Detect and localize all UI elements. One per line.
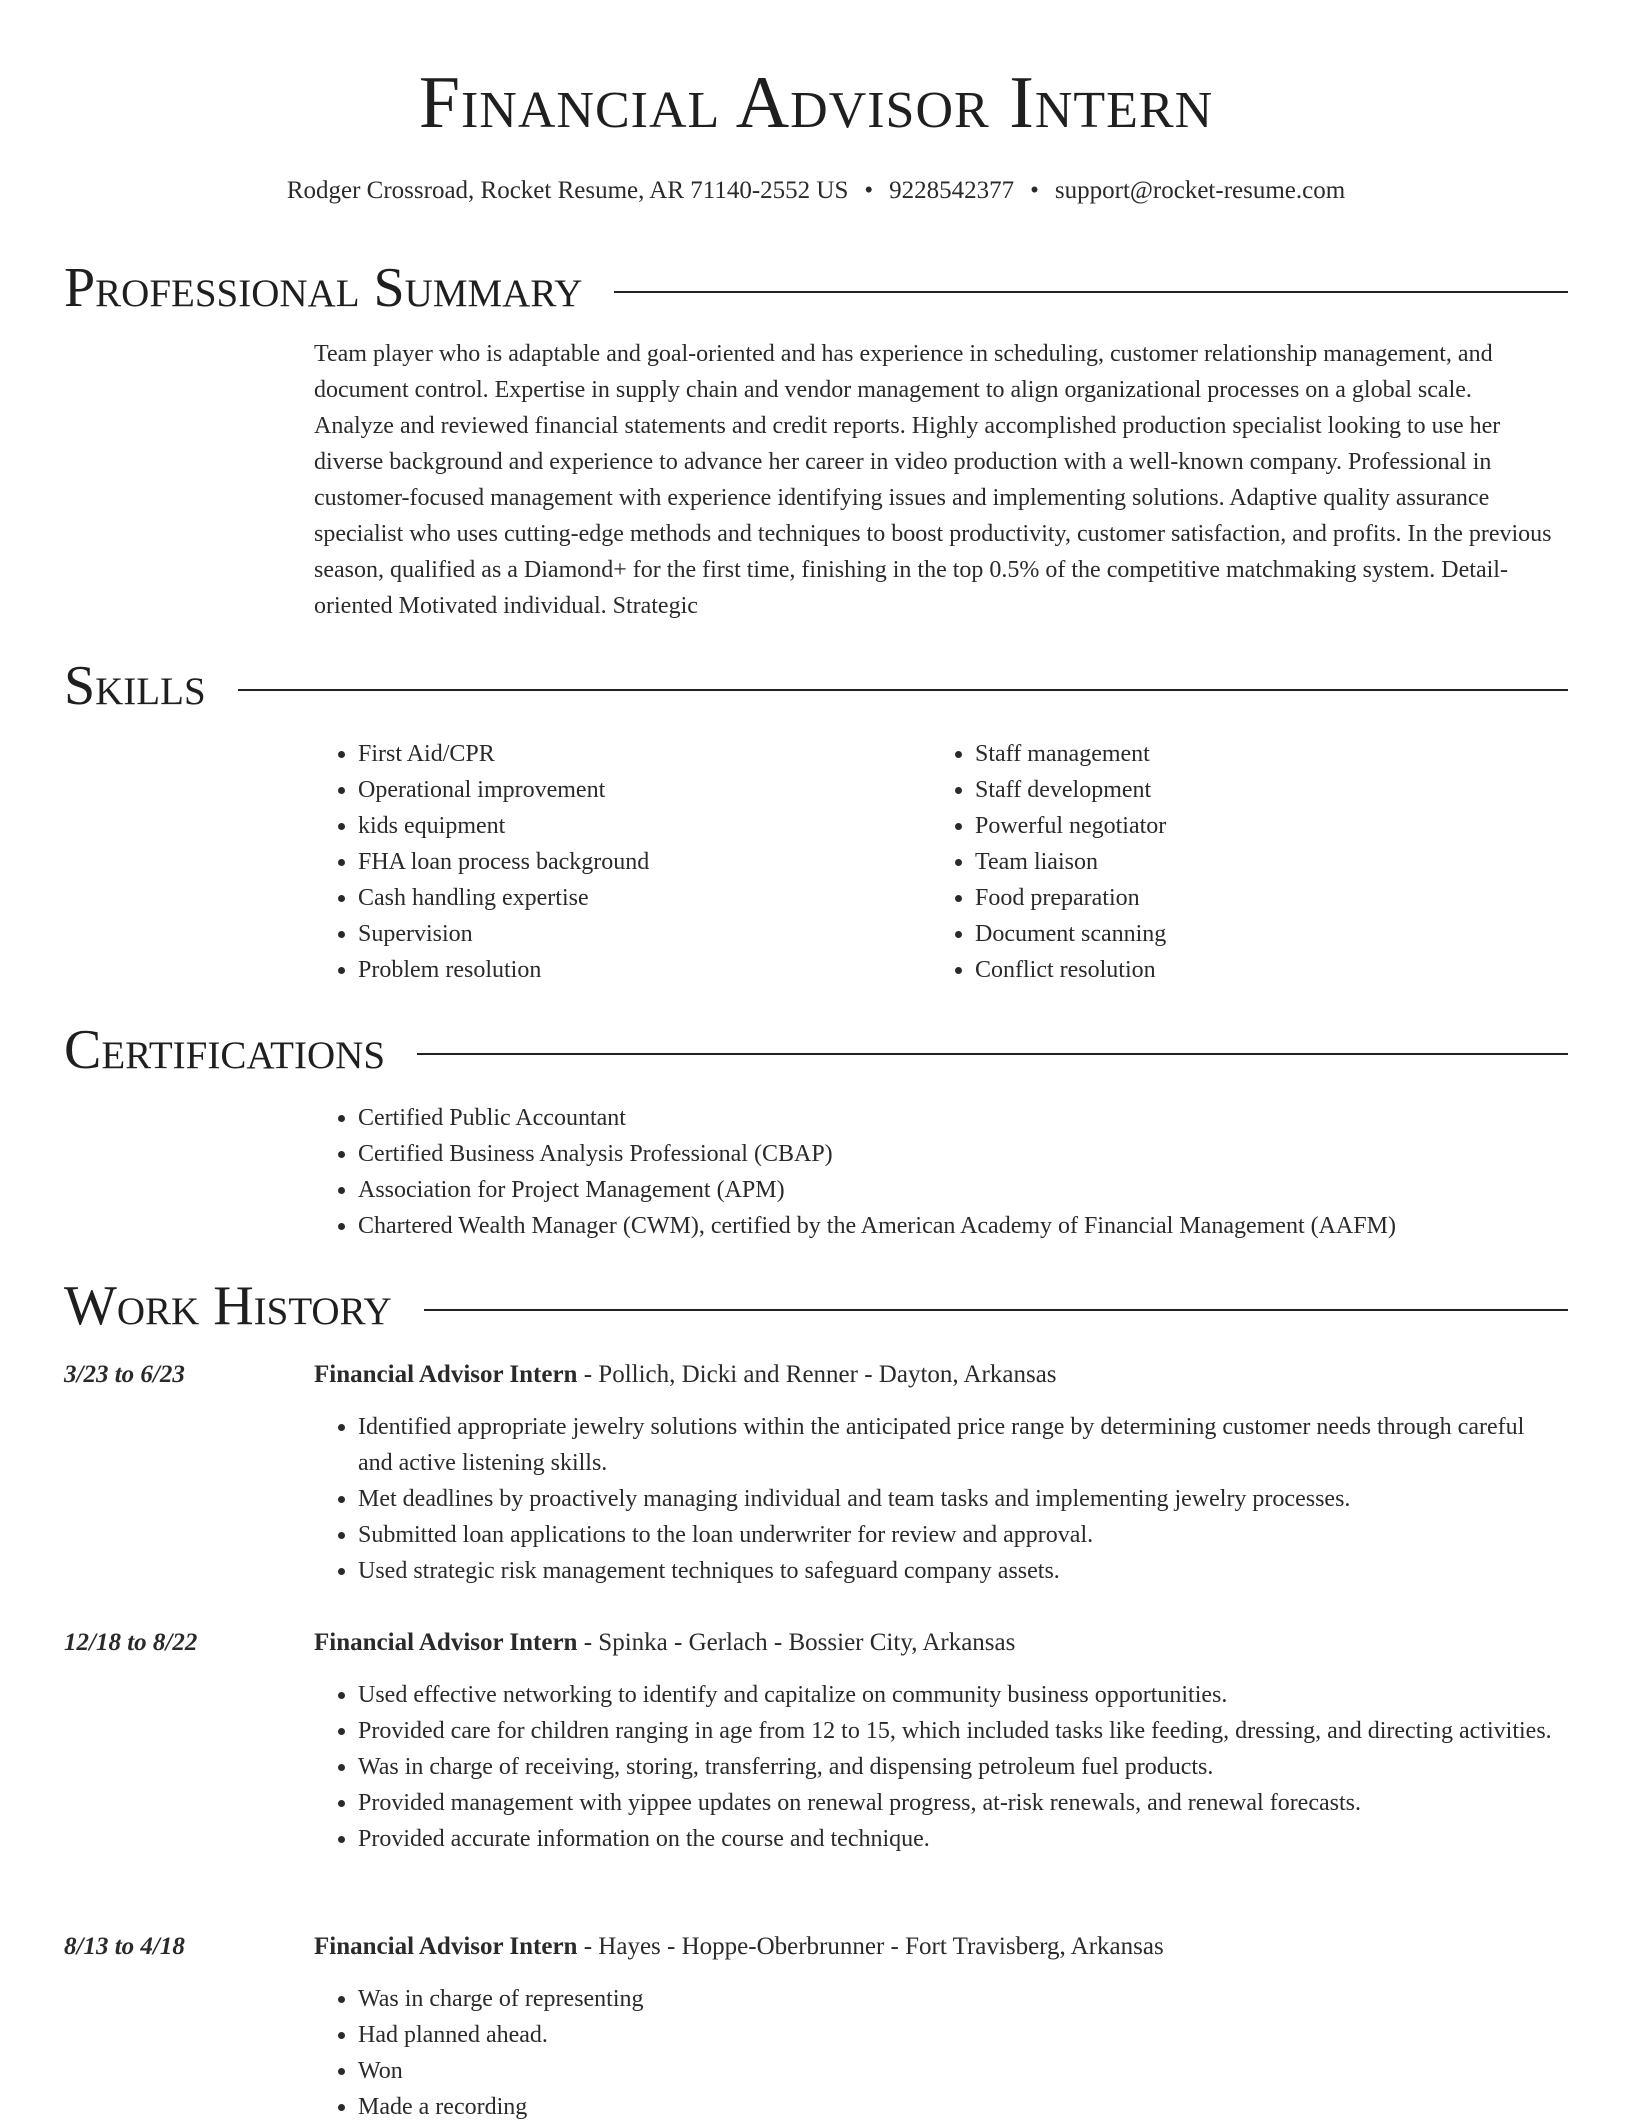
list-item: • Problem resolution [358,952,914,988]
list-item: • Provided management with yippee updates on renewal progress, at-risk renewals, and renewal forecasts. [358,1785,1554,1821]
list-item: • Submitted loan applications to the loan underwriter for review and approval. [358,1517,1554,1553]
list-item: • Provided accurate information on the course and technique. [358,1821,1554,1857]
list-item: • Staff development [975,772,1531,808]
section-divider [614,291,1568,293]
skills-list [314,736,914,988]
job-dates: 8/13 to 4/18 [64,1933,185,1960]
phone: 9228542377 [889,177,1015,204]
list-item: • Had planned ahead. [358,2017,1554,2053]
job-title-line [314,1625,1015,1661]
skills-list [931,736,1531,988]
job-employer: - Hayes - Hoppe-Oberbrunner - Fort Travisberg, Arkansas [577,1933,1164,1960]
list-item: • Food preparation [975,880,1531,916]
list-item: • Identified appropriate jewelry solutions within the anticipated price range by determining customer needs through careful and active listening skills. [358,1409,1554,1481]
list-item: • Operational improvement [358,772,914,808]
section-title: Certifications [64,1019,386,1081]
list-item: • Team liaison [975,844,1531,880]
job-title: Financial Advisor Intern [314,1933,578,1960]
job-title: Financial Advisor Intern [314,1629,578,1656]
list-item: • First Aid/CPR [358,736,914,772]
job-employer: - Spinka - Gerlach - Bossier City, Arkansas [577,1629,1016,1656]
email-link[interactable]: support@rocket-resume.com [1054,177,1346,204]
section-header-certifications [64,1018,1568,1082]
job-dates: 3/23 to 6/23 [64,1361,185,1388]
list-item: • Certified Public Accountant [358,1100,1574,1136]
list-item: • Was in charge of representing [358,1981,1554,2017]
list-item: • Staff management [975,736,1531,772]
job-bullets [314,1677,1554,1857]
list-item: • Certified Business Analysis Professional (CBAP) [358,1136,1574,1172]
list-item: • Document scanning [975,916,1531,952]
list-item: • Provided care for children ranging in age from 12 to 15, which included tasks like feeding, dressing, and directing activities. [358,1713,1554,1749]
job-bullets [314,1981,1554,2125]
list-item: • Used effective networking to identify and capitalize on community business opportunities. [358,1677,1554,1713]
job-dates: 12/18 to 8/22 [64,1629,198,1656]
job-title-line [314,1357,1057,1393]
list-item: • Cash handling expertise [358,880,914,916]
certifications-list [314,1100,1574,1244]
list-item: • FHA loan process background [358,844,914,880]
job-employer: - Pollich, Dicki and Renner - Dayton, Arkansas [577,1361,1057,1388]
skills-column-right [931,736,1531,988]
certifications-block [314,1100,1574,1244]
section-header-skills [64,654,1568,718]
section-divider [424,1309,1568,1311]
section-title: Work History [64,1275,392,1337]
list-item: • kids equipment [358,808,914,844]
skills-column-left [314,736,914,988]
list-item: • Won [358,2053,1554,2089]
list-item: • Was in charge of receiving, storing, transferring, and dispensing petroleum fuel products. [358,1749,1554,1785]
list-item: • Conflict resolution [975,952,1531,988]
job-duties-list [314,1409,1554,1589]
job-title: Financial Advisor Intern [314,1361,578,1388]
list-item: • Chartered Wealth Manager (CWM), certified by the American Academy of Financial Management (AAFM) [358,1208,1574,1244]
separator-dot: • [864,177,874,204]
job-duties-list [314,1677,1554,1857]
job-title-line [314,1929,1164,1965]
section-divider [238,689,1568,691]
list-item: • Met deadlines by proactively managing individual and team tasks and implementing jewelry processes. [358,1481,1554,1517]
address: Rodger Crossroad, Rocket Resume, AR 71140-2552 US [286,177,849,204]
list-item: • Supervision [358,916,914,952]
job-bullets [314,1409,1554,1589]
separator-dot: • [1030,177,1039,204]
contact-line [0,173,1632,209]
list-item: • Made a recording [358,2089,1554,2125]
job-duties-list [314,1981,1554,2125]
section-divider [417,1053,1568,1055]
list-item: • Powerful negotiator [975,808,1531,844]
section-header-summary [64,256,1568,320]
list-item: • Used strategic risk management techniques to safeguard company assets. [358,1553,1554,1589]
candidate-name: Financial Advisor Intern [418,62,1214,144]
section-title: Professional Summary [64,257,583,319]
list-item: • Association for Project Management (APM) [358,1172,1574,1208]
section-title: Skills [64,655,206,717]
summary-text: Team player who is adaptable and goal-oriented and has experience in scheduling, customer relationship management, and document control. Expertise in supply chain and vendor management to align organizational processes on a global scale. Analyze and reviewed financial statements and credit reports. Highly accomplished production specialist looking to use her diverse background and experience to advance her career in video production with a well-known company. Professional in customer-focused management with experience identifying issues and implementing solutions. Adaptive quality assurance specialist who uses cutting-edge methods and techniques to boost productivity, customer satisfaction, and profits. In the previous season, qualified as a Diamond+ for the first time, finishing in the top 0.5% of the competitive matchmaking system. Detail-oriented Motivated individual. Strategic [314,341,1552,619]
section-header-work-history [64,1274,1568,1338]
